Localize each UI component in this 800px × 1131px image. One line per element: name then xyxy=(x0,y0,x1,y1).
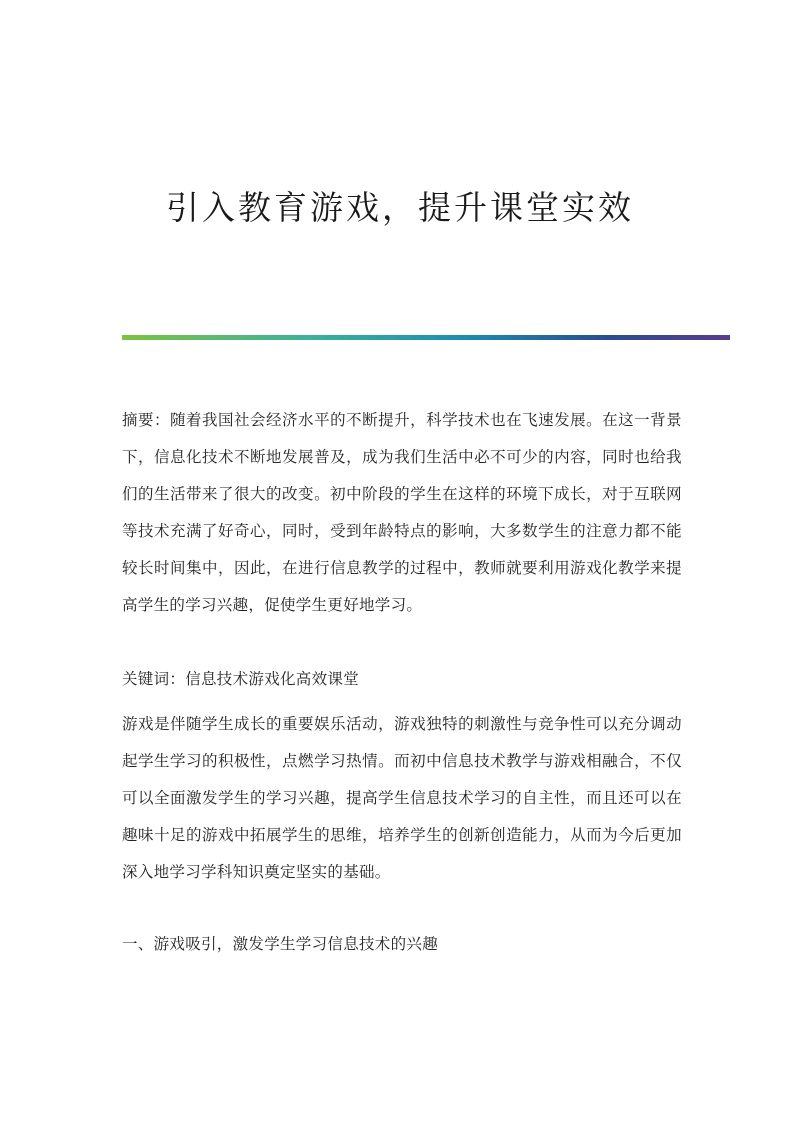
section-heading: 一、游戏吸引，激发学生学习信息技术的兴趣 xyxy=(122,935,439,953)
abstract-paragraph: 摘要：随着我国社会经济水平的不断提升，科学技术也在飞速发展。在这一背景下，信息化技术不断地发展普及，成为我们生活中必不可少的内容，同时也给我们的生活带来了很大的改变。初中阶段的学生在这样的环境下成长，对于互联网等技术充满了好奇心，同时，受到年龄特点的影响，大多数学生的注意力都不能较长时间集中，因此，在进行信息教学的过程中，教师就要利用游戏化教学来提高学生的学习兴趣，促使学生更好地学习。 xyxy=(122,411,682,614)
title-divider xyxy=(122,335,730,340)
keywords-line: 关键词：信息技术游戏化高效课堂 xyxy=(122,670,360,688)
document-title: 引入教育游戏，提升课堂实效 xyxy=(166,188,634,227)
body-paragraph: 游戏是伴随学生成长的重要娱乐活动，游戏独特的刺激性与竞争性可以充分调动起学生学习的积极性，点燃学习热情。而初中信息技术教学与游戏相融合，不仅可以全面激发学生的学习兴趣，提高学生信息技术学习的自主性，而且还可以在趣味十足的游戏中拓展学生的思维，培养学生的创新创造能力，从而为今后更加深入地学习学科知识奠定坚实的基础。 xyxy=(122,715,682,881)
